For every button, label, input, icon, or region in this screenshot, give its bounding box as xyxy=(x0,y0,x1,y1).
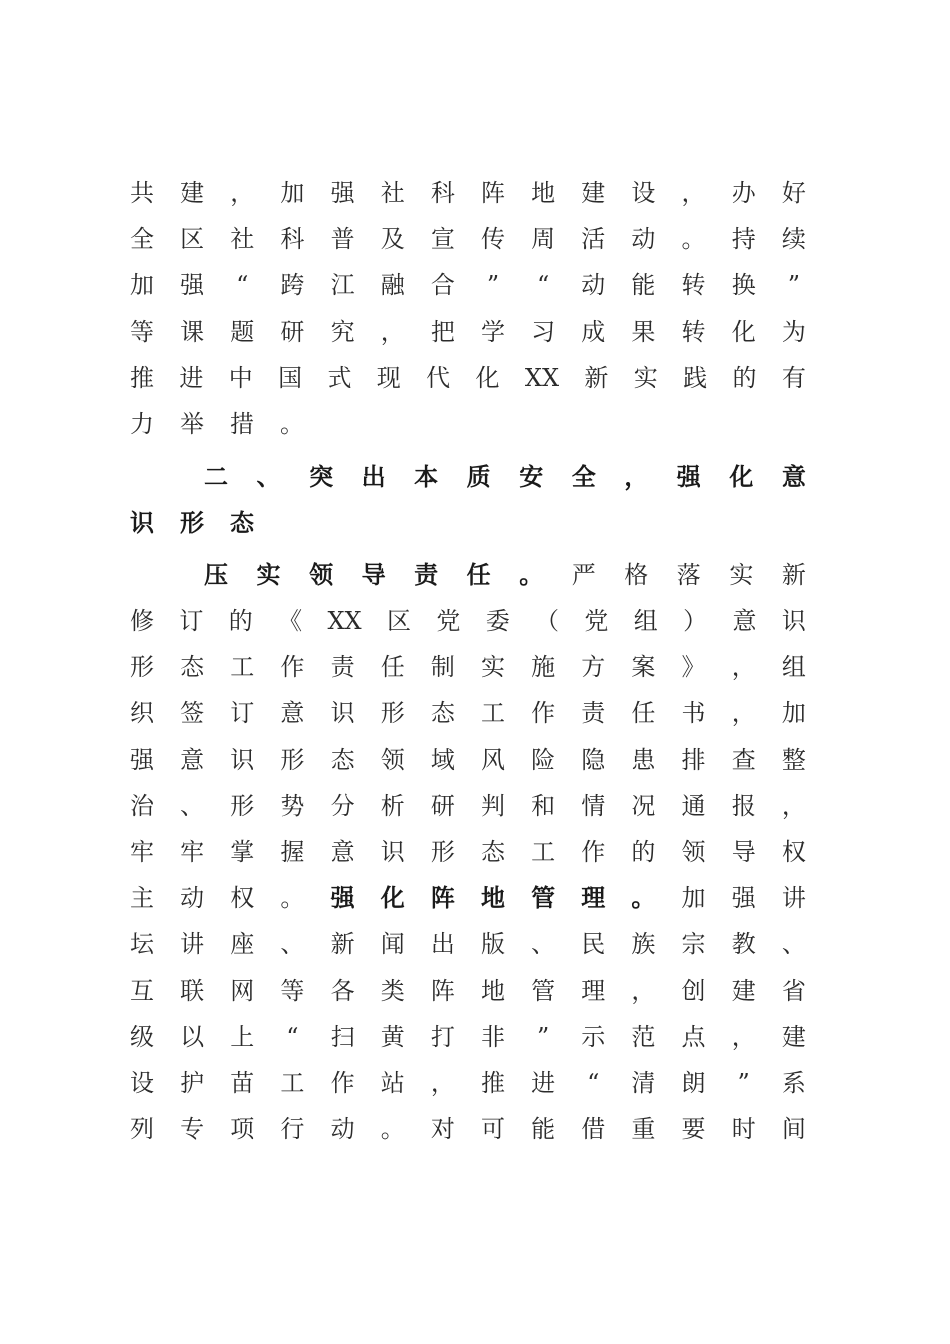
text-line xyxy=(130,737,806,783)
glyph: 联 xyxy=(180,977,205,1005)
glyph: 。 xyxy=(519,560,544,589)
glyph: ， xyxy=(731,699,756,727)
glyph: 融 xyxy=(380,271,405,299)
glyph: 《 xyxy=(278,607,303,635)
text-line xyxy=(130,921,806,967)
glyph: 阵 xyxy=(430,977,455,1005)
glyph: 工 xyxy=(230,653,255,681)
glyph: 坛 xyxy=(130,930,154,958)
glyph: 分 xyxy=(330,792,355,820)
text-line xyxy=(130,875,806,921)
glyph: ， xyxy=(430,1069,455,1097)
glyph: 形 xyxy=(230,792,255,820)
glyph: 清 xyxy=(631,1069,656,1097)
glyph: 动 xyxy=(180,884,205,912)
glyph: 书 xyxy=(681,699,706,727)
glyph: 领 xyxy=(309,560,334,589)
glyph: 组 xyxy=(781,653,806,681)
glyph: ” xyxy=(737,1069,750,1097)
section-heading xyxy=(204,454,806,500)
glyph: 动 xyxy=(631,225,656,253)
glyph: 课 xyxy=(180,318,205,346)
glyph: 方 xyxy=(581,653,606,681)
glyph: 区 xyxy=(386,607,411,635)
glyph: 通 xyxy=(681,792,706,820)
glyph: 委 xyxy=(485,607,510,635)
glyph: 地 xyxy=(480,977,505,1005)
glyph: 等 xyxy=(280,977,305,1005)
glyph: 实 xyxy=(480,653,505,681)
glyph: 扫 xyxy=(330,1023,355,1051)
glyph: 进 xyxy=(531,1069,556,1097)
glyph: 导 xyxy=(361,560,386,589)
glyph: XX xyxy=(524,364,560,392)
glyph: 全 xyxy=(130,225,154,253)
glyph: 力 xyxy=(130,410,154,438)
glyph: ， xyxy=(380,318,405,346)
glyph: 现 xyxy=(376,364,401,392)
text-line xyxy=(130,783,806,829)
glyph: 案 xyxy=(631,653,656,681)
glyph: 责 xyxy=(414,560,439,589)
glyph: 持 xyxy=(731,225,756,253)
text-line xyxy=(130,262,806,308)
glyph: 加 xyxy=(681,884,706,912)
text-line xyxy=(130,355,806,401)
glyph: 办 xyxy=(731,179,756,207)
glyph: 重 xyxy=(631,1115,656,1143)
glyph: 作 xyxy=(581,838,606,866)
glyph: 管 xyxy=(531,883,556,912)
glyph: 转 xyxy=(681,318,706,346)
glyph: 、 xyxy=(280,930,305,958)
glyph: 讲 xyxy=(781,884,806,912)
glyph: 意 xyxy=(180,746,205,774)
text-line xyxy=(130,598,806,644)
glyph: 示 xyxy=(581,1023,606,1051)
text-line xyxy=(130,1106,806,1152)
glyph: 化 xyxy=(380,883,405,912)
glyph: 动 xyxy=(581,271,606,299)
glyph: 、 xyxy=(531,930,556,958)
glyph: 意 xyxy=(781,462,806,491)
text-line xyxy=(130,170,806,216)
glyph: 制 xyxy=(430,653,455,681)
glyph: 科 xyxy=(430,179,455,207)
glyph: 整 xyxy=(781,746,806,774)
glyph: 责 xyxy=(330,653,355,681)
glyph: 研 xyxy=(280,318,305,346)
glyph: ， xyxy=(731,653,756,681)
glyph: 换 xyxy=(731,271,756,299)
glyph: 党 xyxy=(436,607,461,635)
glyph: 工 xyxy=(480,699,505,727)
glyph: 和 xyxy=(531,792,556,820)
glyph: 闻 xyxy=(380,930,405,958)
glyph: 式 xyxy=(327,364,352,392)
glyph: 查 xyxy=(731,746,756,774)
glyph: 新 xyxy=(781,561,806,589)
glyph: “ xyxy=(536,271,550,299)
glyph: 领 xyxy=(681,838,706,866)
glyph: 题 xyxy=(230,318,255,346)
glyph: 况 xyxy=(631,792,656,820)
glyph: 建 xyxy=(581,179,606,207)
glyph: 要 xyxy=(681,1115,706,1143)
glyph: 出 xyxy=(361,462,386,491)
glyph: 安 xyxy=(519,462,544,491)
glyph: 化 xyxy=(729,462,754,491)
glyph: 识 xyxy=(130,508,154,537)
glyph: 报 xyxy=(731,792,756,820)
glyph: 作 xyxy=(280,653,305,681)
glyph: 的 xyxy=(631,838,656,866)
glyph: 践 xyxy=(683,364,708,392)
glyph: 形 xyxy=(430,838,455,866)
glyph: 中 xyxy=(228,364,253,392)
text-line xyxy=(130,968,806,1014)
glyph: 习 xyxy=(531,318,556,346)
glyph: 识 xyxy=(380,838,405,866)
glyph: 能 xyxy=(631,271,656,299)
glyph: 权 xyxy=(781,838,806,866)
glyph: 工 xyxy=(280,1069,305,1097)
glyph: 态 xyxy=(230,508,254,537)
glyph: 创 xyxy=(681,977,706,1005)
glyph: 转 xyxy=(681,271,706,299)
glyph: 点 xyxy=(681,1023,706,1051)
glyph: 析 xyxy=(380,792,405,820)
glyph: 》 xyxy=(681,653,706,681)
glyph: 究 xyxy=(330,318,355,346)
glyph: 网 xyxy=(230,977,255,1005)
glyph: 势 xyxy=(280,792,305,820)
glyph: 施 xyxy=(531,653,556,681)
glyph: 社 xyxy=(380,179,405,207)
glyph: 共 xyxy=(130,179,154,207)
glyph: 任 xyxy=(631,699,656,727)
glyph: 活 xyxy=(581,225,606,253)
glyph: 。 xyxy=(280,884,305,912)
glyph: 形 xyxy=(130,653,154,681)
glyph: 本 xyxy=(414,462,439,491)
glyph: 苗 xyxy=(230,1069,255,1097)
glyph: 学 xyxy=(480,318,505,346)
glyph: 患 xyxy=(631,746,656,774)
glyph: ” xyxy=(536,1023,550,1051)
text-line xyxy=(204,552,806,598)
glyph: 。 xyxy=(681,225,706,253)
glyph: 任 xyxy=(466,560,491,589)
glyph: 传 xyxy=(480,225,505,253)
glyph: 签 xyxy=(180,699,205,727)
glyph: ” xyxy=(486,271,500,299)
text-line xyxy=(130,401,806,447)
glyph: 意 xyxy=(280,699,305,727)
glyph: ） xyxy=(683,607,708,635)
glyph: 能 xyxy=(531,1115,556,1143)
glyph: 强 xyxy=(676,462,701,491)
glyph: 民 xyxy=(581,930,606,958)
glyph: 化 xyxy=(731,318,756,346)
glyph: 加 xyxy=(130,271,154,299)
glyph: 阵 xyxy=(430,883,455,912)
glyph: 社 xyxy=(230,225,255,253)
glyph: 实 xyxy=(633,364,658,392)
glyph: 实 xyxy=(729,561,754,589)
glyph: 修 xyxy=(130,607,154,635)
glyph: 合 xyxy=(430,271,455,299)
glyph: 列 xyxy=(130,1115,154,1143)
glyph: 成 xyxy=(581,318,606,346)
glyph: 设 xyxy=(130,1069,154,1097)
glyph: 续 xyxy=(781,225,806,253)
glyph: 国 xyxy=(278,364,303,392)
glyph: 态 xyxy=(480,838,505,866)
text-line xyxy=(130,644,806,690)
glyph: 科 xyxy=(280,225,305,253)
glyph: 省 xyxy=(781,977,806,1005)
glyph: 掌 xyxy=(230,838,255,866)
glyph: 握 xyxy=(280,838,305,866)
glyph: 族 xyxy=(631,930,656,958)
glyph: 非 xyxy=(480,1023,505,1051)
glyph: 推 xyxy=(480,1069,505,1097)
glyph: 上 xyxy=(230,1023,255,1051)
glyph: 全 xyxy=(571,462,596,491)
glyph: 排 xyxy=(681,746,706,774)
glyph: 。 xyxy=(280,410,304,438)
text-line xyxy=(130,1014,806,1060)
glyph: 宣 xyxy=(430,225,455,253)
glyph: 出 xyxy=(430,930,455,958)
glyph: 教 xyxy=(731,930,756,958)
glyph: 朗 xyxy=(681,1069,706,1097)
glyph: 建 xyxy=(180,179,205,207)
glyph: 的 xyxy=(228,607,253,635)
glyph: 强 xyxy=(130,746,154,774)
glyph: 研 xyxy=(430,792,455,820)
glyph: 进 xyxy=(179,364,204,392)
glyph: 时 xyxy=(731,1115,756,1143)
glyph: 形 xyxy=(180,508,204,537)
glyph: 地 xyxy=(531,179,556,207)
glyph: 判 xyxy=(480,792,505,820)
glyph: 等 xyxy=(130,318,154,346)
glyph: 质 xyxy=(466,462,491,491)
glyph: 建 xyxy=(781,1023,806,1051)
glyph: 突 xyxy=(309,462,334,491)
glyph: 组 xyxy=(633,607,658,635)
glyph: 项 xyxy=(230,1115,255,1143)
glyph: 党 xyxy=(584,607,609,635)
glyph: 隐 xyxy=(581,746,606,774)
glyph: ， xyxy=(624,462,649,491)
glyph: 果 xyxy=(631,318,656,346)
section-heading-cont xyxy=(130,500,806,546)
glyph: 管 xyxy=(531,977,556,1005)
glyph: 可 xyxy=(480,1115,505,1143)
glyph: 责 xyxy=(581,699,606,727)
glyph: 范 xyxy=(631,1023,656,1051)
glyph: 行 xyxy=(280,1115,305,1143)
glyph: 动 xyxy=(330,1115,355,1143)
text-line xyxy=(130,829,806,875)
glyph: 类 xyxy=(380,977,405,1005)
glyph: ， xyxy=(681,179,706,207)
glyph: 把 xyxy=(430,318,455,346)
glyph: 、 xyxy=(781,930,806,958)
glyph: 级 xyxy=(130,1023,154,1051)
glyph: 牢 xyxy=(180,838,205,866)
glyph: 作 xyxy=(531,699,556,727)
glyph: ， xyxy=(631,977,656,1005)
glyph: 领 xyxy=(380,746,405,774)
glyph: 实 xyxy=(256,560,281,589)
glyph: 普 xyxy=(330,225,355,253)
glyph: 强 xyxy=(330,179,355,207)
glyph: 订 xyxy=(179,607,204,635)
glyph: 险 xyxy=(531,746,556,774)
glyph: 情 xyxy=(581,792,606,820)
glyph: 理 xyxy=(581,977,606,1005)
glyph: 新 xyxy=(330,930,355,958)
glyph: 理 xyxy=(581,883,606,912)
glyph: 代 xyxy=(426,364,451,392)
glyph: 域 xyxy=(430,746,455,774)
glyph: 讲 xyxy=(180,930,205,958)
glyph: 座 xyxy=(230,930,255,958)
glyph: 建 xyxy=(731,977,756,1005)
glyph: 形 xyxy=(280,746,305,774)
glyph: 识 xyxy=(781,607,806,635)
glyph: 态 xyxy=(330,746,355,774)
glyph: “ xyxy=(236,271,249,299)
glyph: 推 xyxy=(130,364,154,392)
glyph: 任 xyxy=(380,653,405,681)
glyph: 、 xyxy=(180,792,205,820)
glyph: 的 xyxy=(732,364,757,392)
glyph: 周 xyxy=(531,225,556,253)
glyph: 权 xyxy=(230,884,255,912)
glyph: 二 xyxy=(204,462,228,491)
glyph: 跨 xyxy=(280,271,305,299)
glyph: 落 xyxy=(676,561,701,589)
glyph: 识 xyxy=(330,699,355,727)
glyph: 互 xyxy=(130,977,154,1005)
glyph: 专 xyxy=(180,1115,205,1143)
glyph: 导 xyxy=(731,838,756,866)
glyph: 治 xyxy=(130,792,154,820)
glyph: “ xyxy=(587,1069,600,1097)
glyph: 打 xyxy=(430,1023,455,1051)
glyph: 及 xyxy=(380,225,405,253)
glyph: 强 xyxy=(330,883,355,912)
glyph: 区 xyxy=(180,225,205,253)
glyph: 宗 xyxy=(681,930,706,958)
glyph: 版 xyxy=(480,930,505,958)
text-line xyxy=(130,309,806,355)
glyph: 工 xyxy=(531,838,556,866)
glyph: ， xyxy=(230,179,255,207)
glyph: 。 xyxy=(380,1115,405,1143)
glyph: 以 xyxy=(180,1023,205,1051)
glyph: 各 xyxy=(330,977,355,1005)
glyph: 江 xyxy=(330,271,355,299)
text-line xyxy=(130,1060,806,1106)
glyph: 识 xyxy=(230,746,255,774)
glyph: 措 xyxy=(230,410,254,438)
glyph: 有 xyxy=(781,364,806,392)
glyph: 护 xyxy=(180,1069,205,1097)
glyph: 对 xyxy=(430,1115,455,1143)
glyph: 风 xyxy=(480,746,505,774)
glyph: 态 xyxy=(430,699,455,727)
glyph: ， xyxy=(731,1023,756,1051)
glyph: 牢 xyxy=(130,838,154,866)
glyph: “ xyxy=(286,1023,299,1051)
glyph: 主 xyxy=(130,884,154,912)
glyph: 织 xyxy=(130,699,154,727)
glyph: 强 xyxy=(731,884,756,912)
glyph: 态 xyxy=(180,653,205,681)
glyph: 间 xyxy=(781,1115,806,1143)
glyph: 举 xyxy=(180,410,204,438)
glyph: 新 xyxy=(584,364,609,392)
glyph: 严 xyxy=(571,561,596,589)
glyph: 化 xyxy=(475,364,500,392)
glyph: 形 xyxy=(380,699,405,727)
glyph: 意 xyxy=(330,838,355,866)
glyph: ， xyxy=(781,792,806,820)
glyph: （ xyxy=(535,607,560,635)
text-line xyxy=(130,690,806,736)
glyph: 系 xyxy=(781,1069,806,1097)
glyph: XX xyxy=(327,607,362,635)
glyph: 订 xyxy=(230,699,255,727)
glyph: 地 xyxy=(480,883,505,912)
glyph: 格 xyxy=(624,561,649,589)
glyph: 设 xyxy=(631,179,656,207)
glyph: ” xyxy=(787,271,800,299)
glyph: 加 xyxy=(280,179,305,207)
glyph: 意 xyxy=(732,607,757,635)
glyph: 作 xyxy=(330,1069,355,1097)
glyph: 压 xyxy=(204,560,228,589)
glyph: 站 xyxy=(380,1069,405,1097)
glyph: 阵 xyxy=(480,179,505,207)
glyph: 。 xyxy=(631,883,656,912)
glyph: 加 xyxy=(781,699,806,727)
glyph: 、 xyxy=(256,462,281,491)
text-line xyxy=(130,216,806,262)
glyph: 借 xyxy=(581,1115,606,1143)
glyph: 强 xyxy=(180,271,205,299)
glyph: 好 xyxy=(781,179,806,207)
glyph: 黄 xyxy=(380,1023,405,1051)
glyph: 为 xyxy=(781,318,806,346)
